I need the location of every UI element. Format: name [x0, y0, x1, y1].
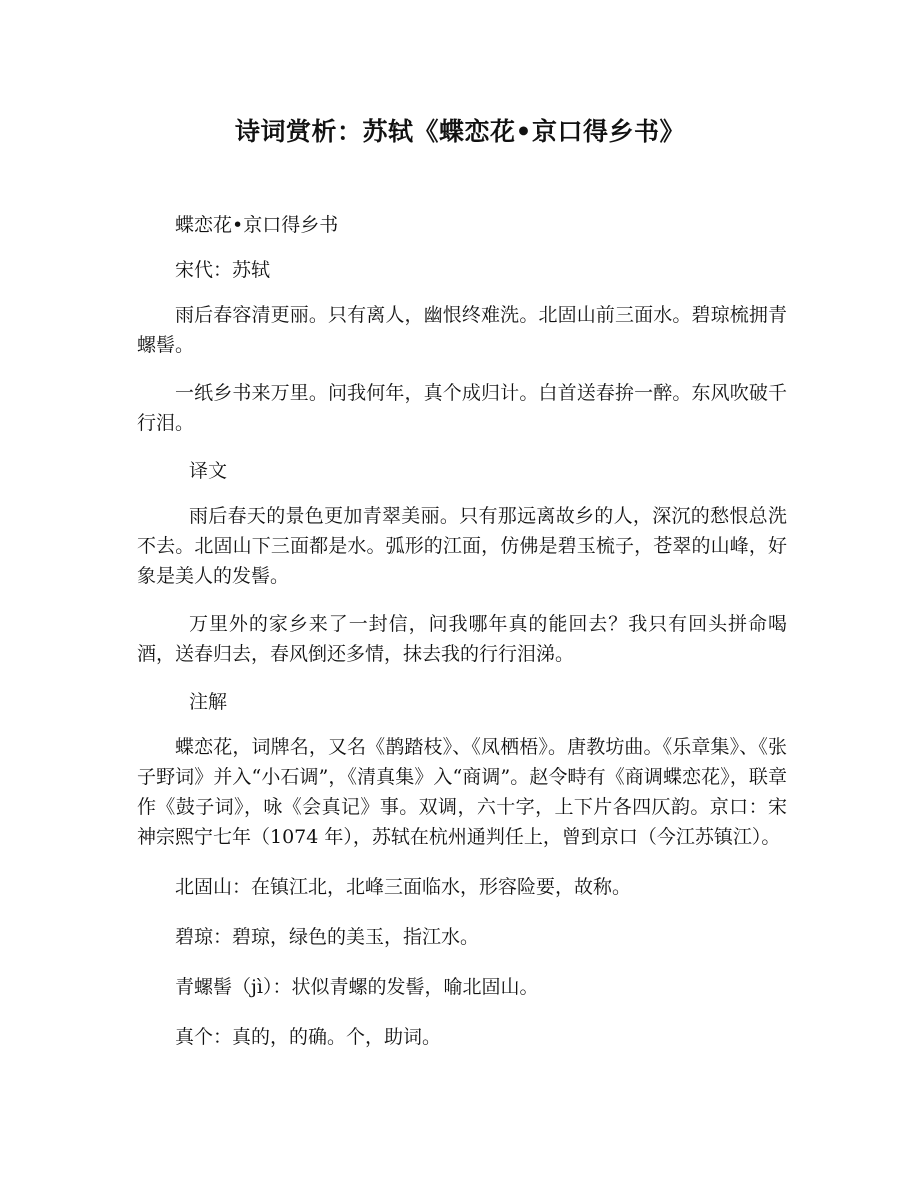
poem-stanza-1: 雨后春容清更丽。只有离人，幽恨终难洗。北固山前三面水。碧琼梳拥青螺髻。 [137, 304, 787, 356]
note-item: 青螺髻（jì）：状似青螺的发髻，喻北固山。 [175, 976, 539, 998]
poem-title: 蝶恋花•京口得乡书 [175, 214, 339, 236]
poem-stanza-2: 一纸乡书来万里。问我何年，真个成归计。白首送春拚一醉。东风吹破千行泪。 [137, 382, 787, 434]
translation-paragraph-2: 万里外的家乡来了一封信，问我哪年真的能回去？我只有回头拼命喝酒，送春归去，春风倒还多情，抹去我的行行泪涕。 [137, 613, 787, 665]
note-item: 北固山：在镇江北，北峰三面临水，形容险要，故称。 [175, 876, 632, 898]
note-item: 真个：真的，的确。个，助词。 [175, 1026, 442, 1048]
notes-label: 注解 [189, 691, 228, 713]
translation-paragraph-1: 雨后春天的景色更加青翠美丽。只有那远离故乡的人，深沉的愁恨总洗不去。北固山下三面都是水。弧形的江面，仿佛是碧玉梳子，苍翠的山峰，好象是美人的发髻。 [137, 505, 787, 587]
note-item: 碧琼：碧琼，绿色的美玉，指江水。 [175, 926, 480, 948]
document-title: 诗词赏析：苏轼《蝶恋花•京口得乡书》 [235, 117, 685, 146]
note-item: 蝶恋花，词牌名，又名《鹊踏枝》、《凤栖梧》。唐教坊曲。《乐章集》、《张子野词》并入“小石调”，《清真集》入“商调”。赵令畤有《商调蝶恋花》，联章作《鼓子词》，咏《会真记》事。双调，六十字，上下片各四仄韵。京口：宋神宗熙宁七年（1074 年），苏轼在杭州通判任上，曾到京口（今江苏镇江）。 [137, 736, 787, 848]
document-body [137, 210, 787, 1072]
translation-label: 译文 [189, 460, 228, 482]
author-line: 宋代：苏轼 [175, 259, 271, 281]
